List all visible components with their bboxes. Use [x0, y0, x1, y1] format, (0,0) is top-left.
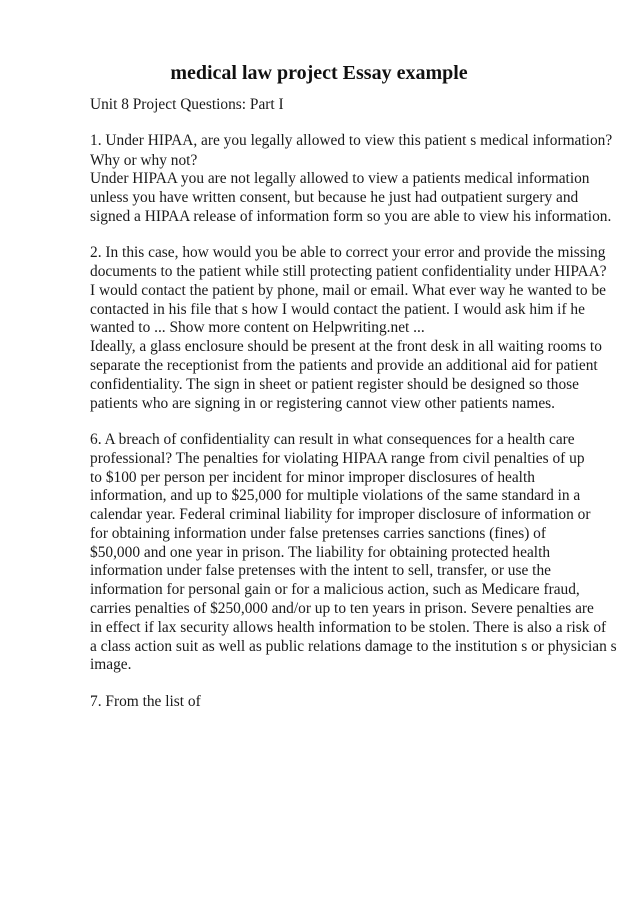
- text-line: image.: [90, 656, 132, 673]
- text-line: $50,000 and one year in prison. The liability for obtaining protected health: [90, 544, 551, 561]
- text-line: 7. From the list of: [90, 693, 201, 710]
- text-line: wanted to ... Show more content on Helpwriting.net ...: [90, 319, 425, 336]
- text-line: information under false pretenses with the intent to sell, transfer, or use the: [90, 562, 551, 579]
- text-line: separate the receptionist from the patients and provide an additional aid for patient: [90, 357, 598, 374]
- text-line: unless you have written consent, but because he just had outpatient surgery and: [90, 189, 579, 206]
- text-line: a class action suit as well as public relations damage to the institution s or physician s: [90, 638, 617, 655]
- text-line: Under HIPAA you are not legally allowed to view a patients medical information: [90, 170, 590, 187]
- text-line: information for personal gain or for a malicious action, such as Medicare fraud,: [90, 581, 580, 598]
- text-line: for obtaining information under false pretenses carries sanctions (fines) of: [90, 525, 547, 542]
- text-line: documents to the patient while still protecting patient confidentiality under HIPAA?: [90, 263, 607, 280]
- text-line: professional? The penalties for violating HIPAA range from civil penalties of up: [90, 450, 585, 467]
- text-line: contacted in his file that s how I would contact the patient. I would ask him if he: [90, 301, 585, 318]
- text-line: patients who are signing in or registering cannot view other patients names.: [90, 395, 556, 412]
- text-line: confidentiality. The sign in sheet or patient register should be designed so those: [90, 376, 579, 393]
- text-line: Why or why not?: [90, 152, 198, 169]
- text-line: 1. Under HIPAA, are you legally allowed to view this patient s medical information?: [90, 132, 613, 149]
- text-line: I would contact the patient by phone, mail or email. What ever way he wanted to be: [90, 282, 606, 299]
- text-line: Unit 8 Project Questions: Part I: [90, 96, 284, 113]
- text-line: 6. A breach of confidentiality can result in what consequences for a health care: [90, 431, 575, 448]
- text-line: 2. In this case, how would you be able to correct your error and provide the missing: [90, 244, 606, 261]
- document-title: medical law project Essay example: [170, 62, 468, 84]
- text-line: carries penalties of $250,000 and/or up to ten years in prison. Severe penalties are: [90, 600, 594, 617]
- text-line: in effect if lax security allows health information to be stolen. There is also a risk of: [90, 619, 607, 636]
- text-line: to $100 per person per incident for minor improper disclosures of health: [90, 469, 535, 486]
- text-line: information, and up to $25,000 for multiple violations of the same standard in a: [90, 487, 581, 504]
- text-line: signed a HIPAA release of information form so you are able to view his information.: [90, 208, 612, 225]
- text-line: Ideally, a glass enclosure should be present at the front desk in all waiting rooms to: [90, 338, 602, 355]
- text-line: calendar year. Federal criminal liability for improper disclosure of information or: [90, 506, 591, 523]
